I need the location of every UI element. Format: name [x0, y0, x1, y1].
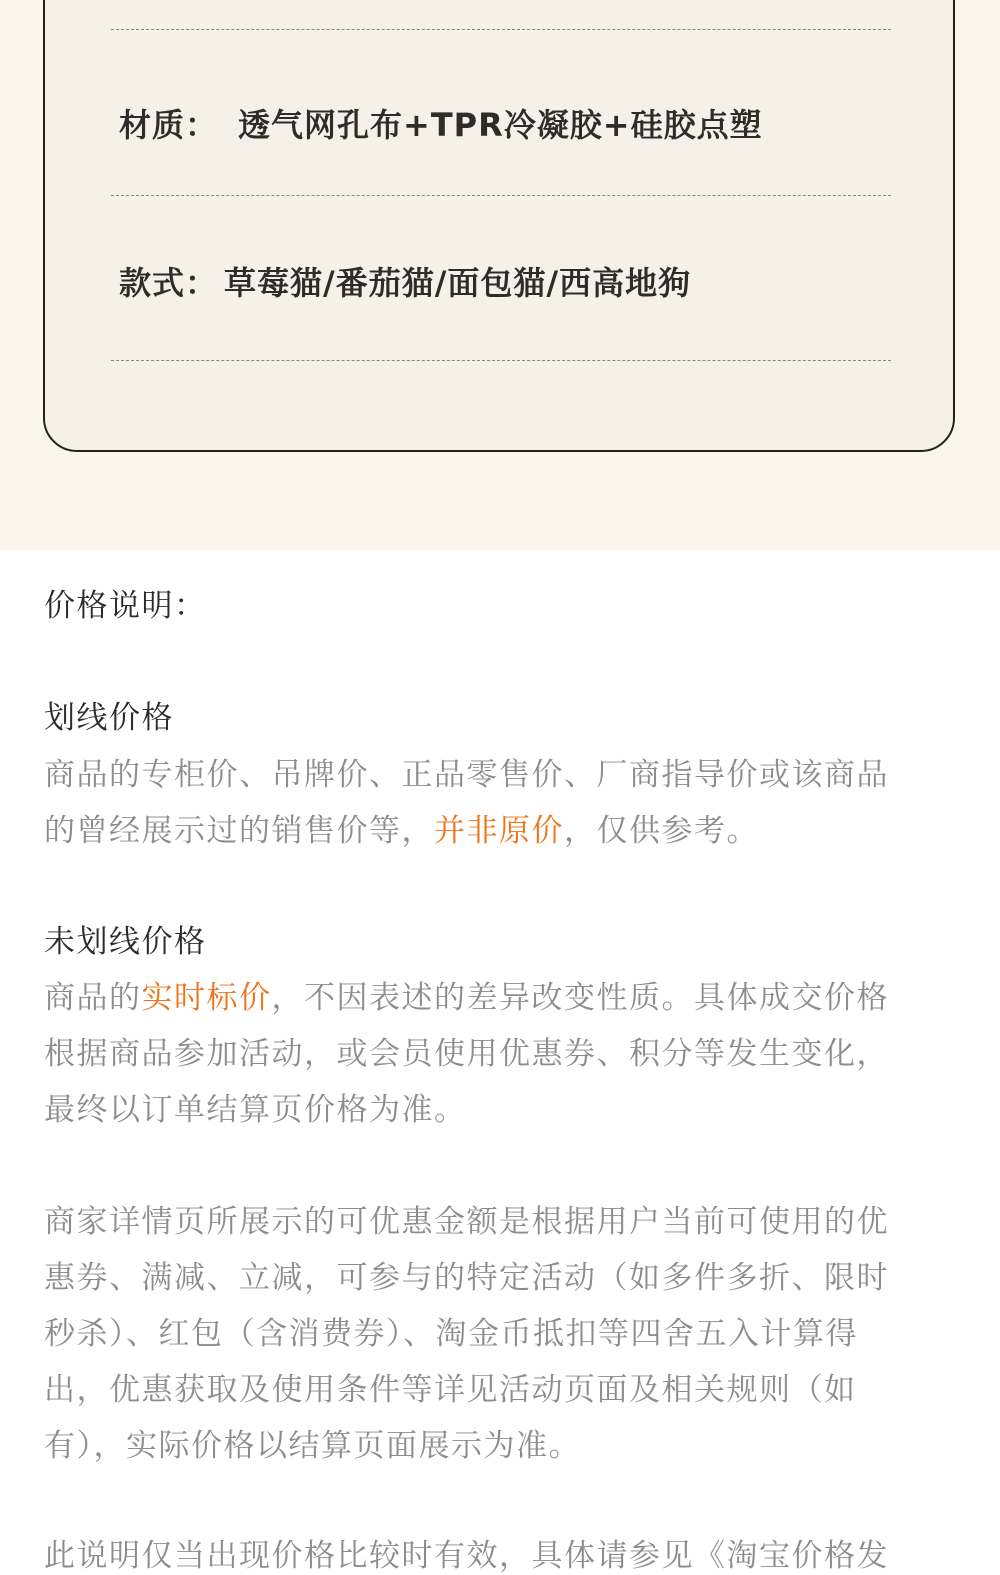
style-label: 款式： — [119, 264, 219, 302]
promo-text-line: 出，优惠获取及使用条件等详见活动页面及相关规则（如 — [44, 1372, 857, 1408]
product-spec-card — [43, 0, 955, 452]
divider — [111, 29, 891, 30]
style-row — [119, 258, 691, 304]
material-row — [119, 100, 763, 146]
realtime-price-highlight: 实时标价 — [141, 980, 272, 1016]
promo-text-line: 秒杀）、红包（含消费券）、淘金币抵扣等四舍五入计算得 — [44, 1316, 858, 1352]
strike-price-heading: 划线价格 — [44, 700, 174, 736]
unstruck-price-text-line: 商品的实时标价，不因表述的差异改变性质。具体成交价格 — [44, 980, 889, 1016]
disclaimer-text-line: 此说明仅当出现价格比较时有效，具体请参见《淘宝价格发 — [44, 1538, 889, 1574]
material-value: 透气网孔布+TPR冷凝胶+硅胶点塑 — [238, 106, 763, 144]
promo-text-line: 惠券、满减、立减，可参与的特定活动（如多件多折、限时 — [44, 1260, 889, 1296]
promo-text-line: 有），实际价格以结算页面展示为准。 — [44, 1428, 581, 1464]
material-label: 材质： — [119, 106, 219, 144]
price-notes-title: 价格说明： — [44, 588, 207, 624]
strike-price-text-line: 商品的专柜价、吊牌价、正品零售价、厂商指导价或该商品 — [44, 757, 889, 793]
product-spec-section — [0, 0, 1000, 550]
strike-price-text-line: 的曾经展示过的销售价等，并非原价，仅供参考。 — [44, 813, 759, 849]
unstruck-price-text-line: 根据商品参加活动，或会员使用优惠券、积分等发生变化， — [44, 1036, 889, 1072]
unstruck-price-heading: 未划线价格 — [44, 924, 207, 960]
divider — [111, 195, 891, 196]
unstruck-price-text-line: 最终以订单结算页价格为准。 — [44, 1092, 467, 1128]
divider — [111, 360, 891, 361]
not-original-price-highlight: 并非原价 — [434, 813, 564, 849]
style-value: 草莓猫/番茄猫/面包猫/西高地狗 — [224, 264, 692, 302]
promo-text-line: 商家详情页所展示的可优惠金额是根据用户当前可使用的优 — [44, 1204, 889, 1240]
